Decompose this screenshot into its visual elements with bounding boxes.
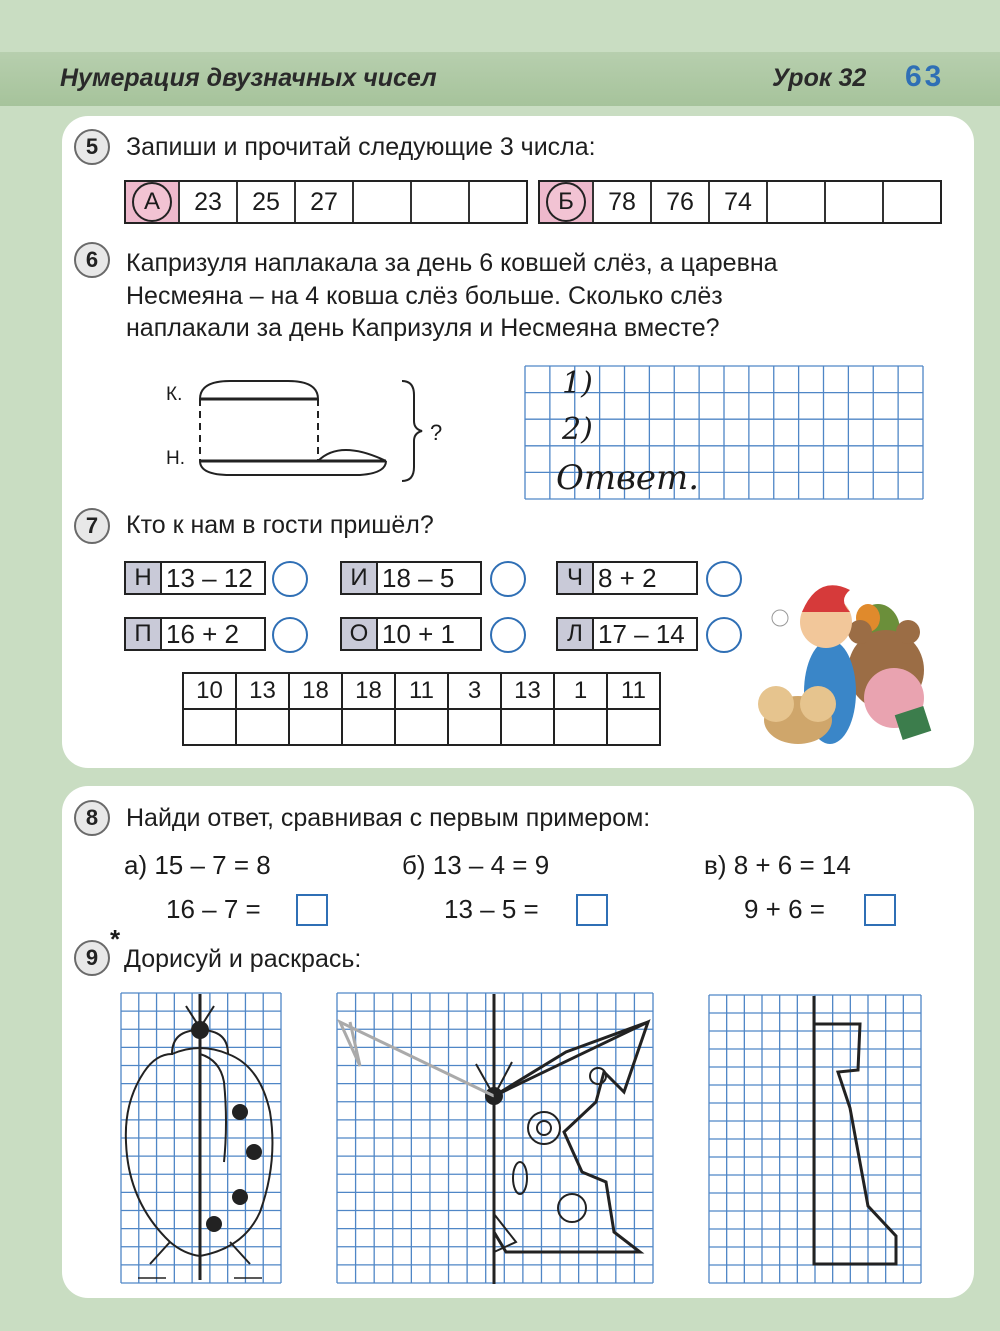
- example-expression: 8 + 2: [598, 563, 657, 593]
- answer-box-c[interactable]: [864, 894, 896, 926]
- code-number: 10: [183, 673, 236, 709]
- code-table: [182, 672, 661, 746]
- example-p: [124, 617, 266, 651]
- sequence-a-label: А: [132, 182, 172, 222]
- example-ch: [556, 561, 698, 595]
- code-number: 1: [554, 673, 607, 709]
- sequence-b-row: [538, 180, 942, 224]
- example-b-task: 13 – 5 =: [444, 894, 539, 924]
- example-i: [340, 561, 482, 595]
- butterfly-half-drawing: [336, 992, 654, 1284]
- answer-box-b[interactable]: [576, 894, 608, 926]
- sequence-b-label-cell: [540, 182, 594, 222]
- example-letter: Н: [126, 563, 162, 593]
- answer-circle[interactable]: [272, 561, 308, 597]
- code-number: 11: [607, 673, 660, 709]
- code-letter-cell[interactable]: [395, 709, 448, 745]
- example-letter: И: [342, 563, 378, 593]
- answer-circle[interactable]: [490, 617, 526, 653]
- code-letter-cell[interactable]: [289, 709, 342, 745]
- sequence-b-answer-cell[interactable]: [826, 182, 884, 222]
- answer-circle[interactable]: [490, 561, 526, 597]
- example-a-given: а) 15 – 7 = 8: [124, 850, 271, 880]
- task-7-number: 7: [74, 508, 110, 544]
- sequence-a-answer-cell[interactable]: [412, 182, 470, 222]
- example-letter: Л: [558, 619, 594, 649]
- code-number: 18: [289, 673, 342, 709]
- ladybug-half-drawing: [120, 992, 282, 1284]
- example-a-task: 16 – 7 =: [166, 894, 261, 924]
- example-expression: 13 – 12: [166, 563, 253, 593]
- sequence-a-cell: 27: [296, 182, 354, 222]
- sequence-a-answer-cell[interactable]: [354, 182, 412, 222]
- answer-step-2: 2): [562, 412, 593, 447]
- sequence-a-answer-cell[interactable]: [470, 182, 526, 222]
- task-9-number: 9: [74, 940, 110, 976]
- task-5-number: 5: [74, 129, 110, 165]
- task-9-star: *: [110, 924, 121, 954]
- task-6-number: 6: [74, 242, 110, 278]
- answer-circle[interactable]: [272, 617, 308, 653]
- example-letter: Ч: [558, 563, 594, 593]
- code-letter-cell[interactable]: [554, 709, 607, 745]
- example-expression: 16 + 2: [166, 619, 240, 649]
- example-letter: П: [126, 619, 162, 649]
- example-expression: 17 – 14: [598, 619, 685, 649]
- code-letter-cell[interactable]: [607, 709, 660, 745]
- code-letter-cell[interactable]: [501, 709, 554, 745]
- task-6-line-1: Капризуля наплакала за день 6 ковшей слёз, а царевна: [126, 249, 778, 277]
- code-letter-cell[interactable]: [342, 709, 395, 745]
- example-c-given: в) 8 + 6 = 14: [704, 850, 851, 880]
- sequence-b-cell: 76: [652, 182, 710, 222]
- task-8-text: Найди ответ, сравнивая с первым примером:: [126, 804, 651, 832]
- sequence-b-answer-cell[interactable]: [884, 182, 940, 222]
- code-number: 13: [236, 673, 289, 709]
- sequence-b-label: Б: [546, 182, 586, 222]
- sequence-b-answer-cell[interactable]: [768, 182, 826, 222]
- sequence-a-row: [124, 180, 528, 224]
- figure-half-drawing: [708, 994, 922, 1284]
- answer-label: Ответ.: [556, 458, 700, 498]
- code-letter-cell[interactable]: [236, 709, 289, 745]
- code-number: 3: [448, 673, 501, 709]
- example-o: [340, 617, 482, 651]
- example-l: [556, 617, 698, 651]
- cartoon-characters-illustration: [758, 560, 938, 760]
- task-7-text: Кто к нам в гости пришёл?: [126, 511, 434, 539]
- example-n: [124, 561, 266, 595]
- diagram-label-k: К.: [166, 384, 183, 405]
- answer-step-1: 1): [562, 366, 593, 401]
- sequence-a-cell: 25: [238, 182, 296, 222]
- answer-circle[interactable]: [706, 617, 742, 653]
- sequence-b-cell: 74: [710, 182, 768, 222]
- answer-box-a[interactable]: [296, 894, 328, 926]
- task-6-line-2: Несмеяна – на 4 ковша слёз больше. Сколько слёз: [126, 282, 723, 310]
- example-letter: О: [342, 619, 378, 649]
- page-number: 63: [905, 60, 945, 93]
- code-number: 18: [342, 673, 395, 709]
- code-letter-cell[interactable]: [448, 709, 501, 745]
- sequence-a-cell: 23: [180, 182, 238, 222]
- example-expression: 10 + 1: [382, 619, 456, 649]
- example-b-given: б) 13 – 4 = 9: [402, 850, 550, 880]
- topic-title: Нумерация двузначных чисел: [60, 64, 437, 92]
- segment-diagram: [190, 375, 430, 485]
- sequence-a-label-cell: [126, 182, 180, 222]
- diagram-question-mark: ?: [430, 420, 443, 445]
- diagram-label-h: Н.: [166, 448, 185, 469]
- lesson-label: Урок 32: [772, 64, 867, 92]
- code-number: 11: [395, 673, 448, 709]
- example-c-task: 9 + 6 =: [744, 894, 825, 924]
- code-number: 13: [501, 673, 554, 709]
- task-6-line-3: наплакали за день Капризуля и Несмеяна вместе?: [126, 314, 720, 342]
- code-letter-cell[interactable]: [183, 709, 236, 745]
- task-5-text: Запиши и прочитай следующие 3 числа:: [126, 133, 596, 161]
- answer-circle[interactable]: [706, 561, 742, 597]
- task-9-text: Дорисуй и раскрась:: [124, 945, 362, 973]
- task-8-number: 8: [74, 800, 110, 836]
- sequence-b-cell: 78: [594, 182, 652, 222]
- example-expression: 18 – 5: [382, 563, 455, 593]
